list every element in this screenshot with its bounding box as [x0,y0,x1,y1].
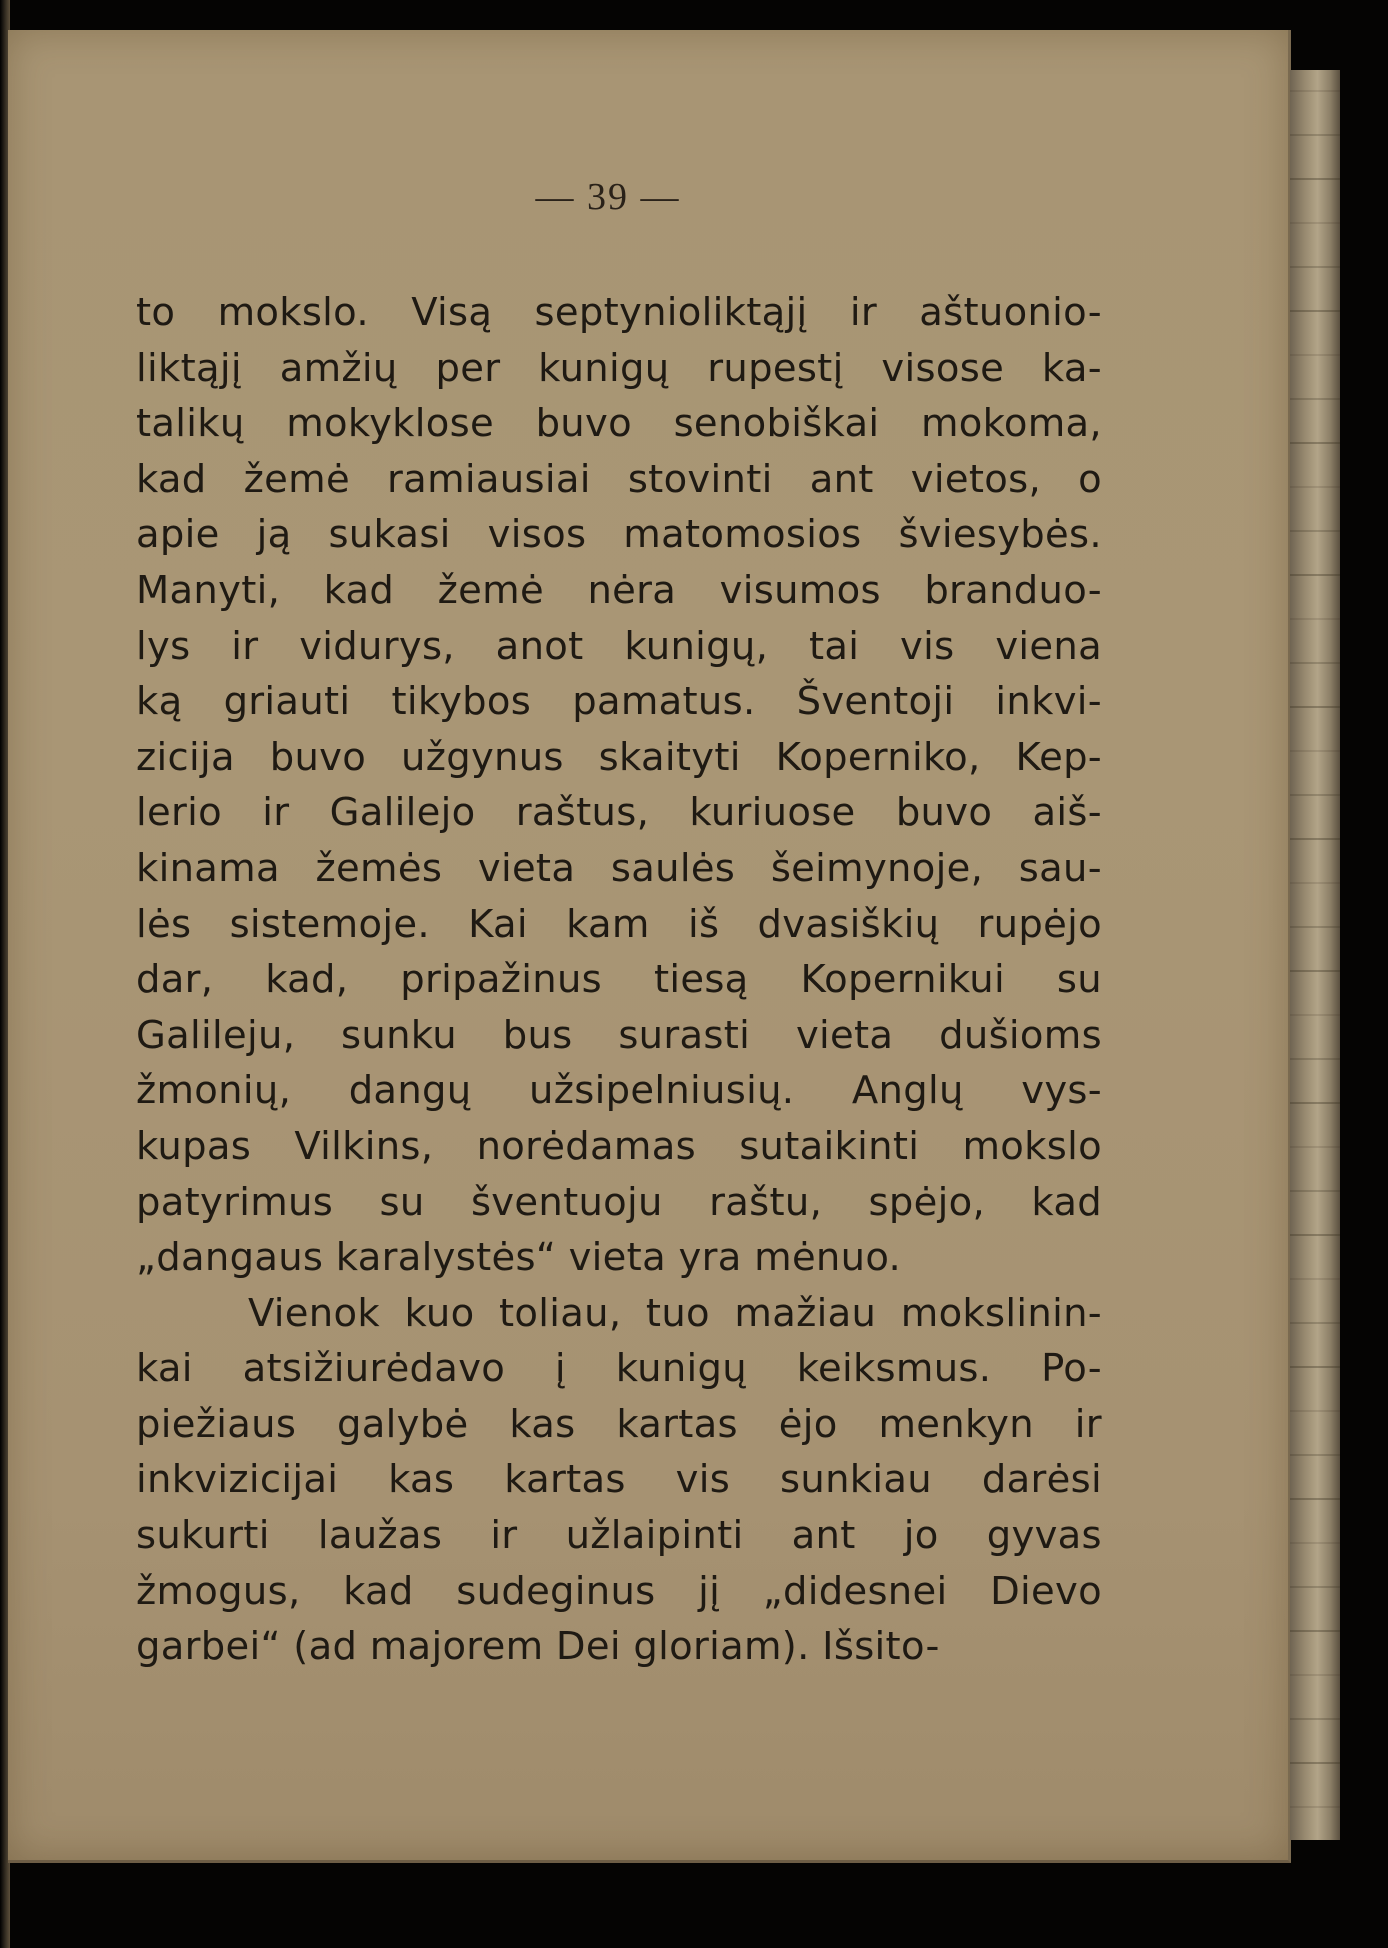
text-line: lys ir vidurys, anot kunigų, tai vis viena [136,623,1102,669]
book-page [8,30,1291,1863]
page-edges [1290,70,1340,1840]
text-line: kad žemė ramiausiai stovinti ant vietos, o [136,456,1102,502]
text-line: talikų mokyklose buvo senobiškai mokoma, [136,401,1102,447]
text-line: Vienok kuo toliau, tuo mažiau mokslinin- [248,1290,1102,1336]
text-line: zicija buvo užgynus skaityti Koperniko, Kep- [136,734,1102,780]
text-line: apie ją sukasi visos matomosios šviesybės. [136,512,1102,558]
text-line: liktąjį amžių per kunigų rupestį visose ka- [136,345,1102,391]
text-line: kinama žemės vieta saulės šeimynoje, sau- [136,845,1102,891]
text-line: „dangaus karalystės“ vieta yra mėnuo. [136,1235,902,1281]
text-line: piežiaus galybė kas kartas ėjo menkyn ir [136,1401,1102,1447]
text-line: Manyti, kad žemė nėra visumos branduo- [136,567,1102,613]
text-line: lės sistemoje. Kai kam iš dvasiškių rupėjo [136,901,1102,947]
text-line: patyrimus su šventuoju raštu, spėjo, kad [136,1179,1102,1225]
text-line: dar, kad, pripažinus tiesą Kopernikui su [136,957,1102,1003]
text-line: to mokslo. Visą septynioliktąjį ir aštuonio- [136,290,1102,335]
text-line: garbei“ (ad majorem Dei gloriam). Išsito- [136,1624,940,1670]
text-line: kupas Vilkins, norėdamas sutaikinti mokslo [136,1123,1102,1169]
text-line: žmonių, dangų užsipelniusių. Anglų vys- [136,1068,1102,1114]
text-line: Galileju, sunku bus surasti vieta dušioms [136,1012,1102,1058]
text-line: inkvizicijai kas kartas vis sunkiau darėsi [136,1457,1102,1503]
text-line: ką griauti tikybos pamatus. Šventoji inkvi- [136,679,1102,725]
page-number: — 39 — [535,176,681,218]
text-line: žmogus, kad sudeginus jį „didesnei Dievo [136,1568,1102,1614]
text-line: kai atsižiurėdavo į kunigų keiksmus. Po- [136,1346,1102,1392]
text-line: sukurti laužas ir užlaipinti ant jo gyvas [136,1513,1102,1559]
text-line: lerio ir Galilejo raštus, kuriuose buvo aiš- [136,790,1102,836]
body-text [136,285,1102,1675]
